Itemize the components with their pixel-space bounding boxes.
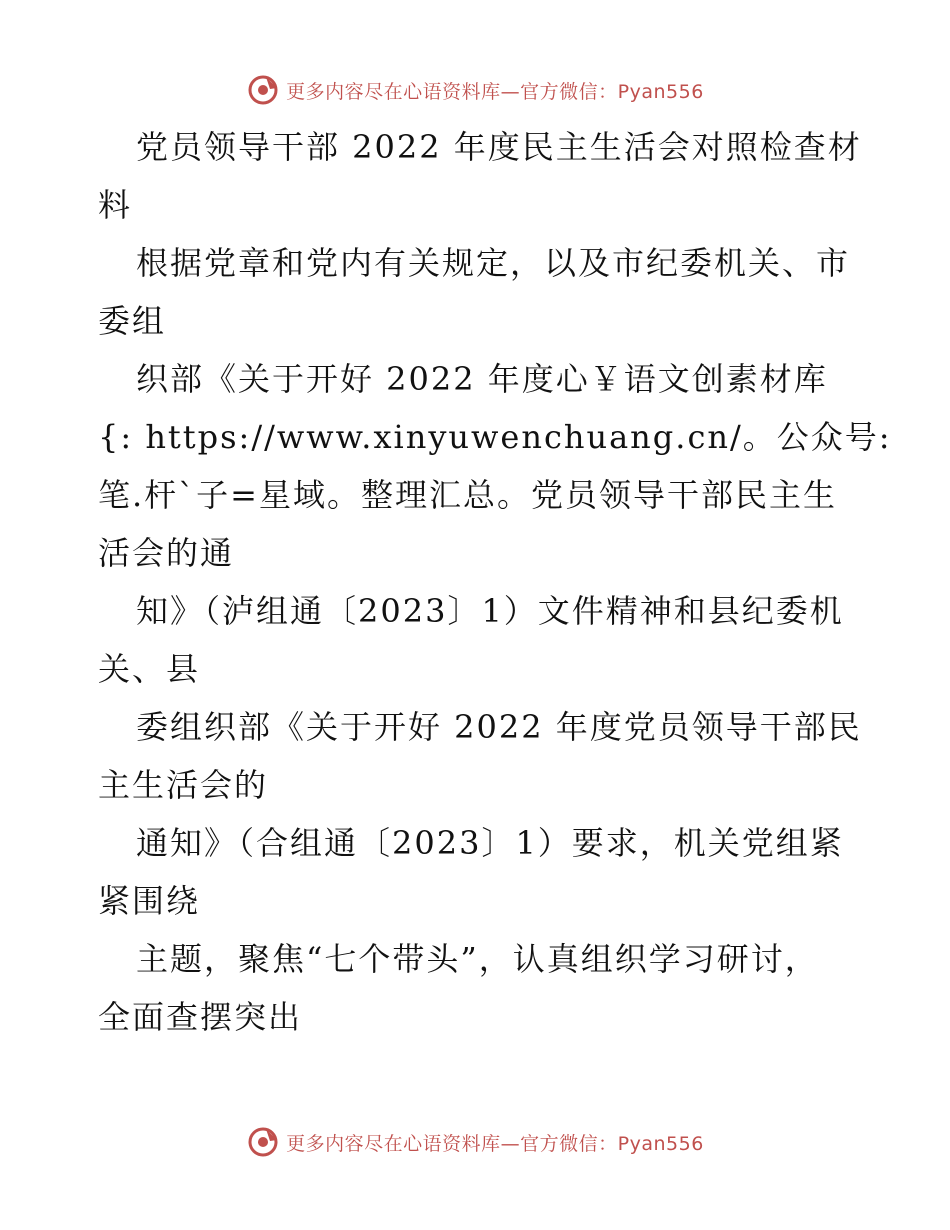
footer-watermark (0, 1122, 950, 1162)
watermark-text: 更多内容尽在心语资料库—官方微信：Pyan556 (286, 80, 704, 103)
text-line: 知》（泸组通〔2023〕1）文件精神和县纪委机 (136, 592, 844, 630)
text-line: 主生活会的 (98, 766, 269, 804)
text-line: {: https://www.xinyuwenchuang.cn/。公众号: (98, 418, 892, 456)
text-line: 紧围绕 (98, 882, 201, 920)
text-line: 笔.杆`子=星域。整理汇总。党员领导干部民主生 (98, 476, 837, 514)
header-watermark (0, 70, 950, 110)
text-line: 委组 (98, 302, 167, 340)
document-body (98, 118, 892, 1046)
text-line: 党员领导干部 2022 年度民主生活会对照检查材 (136, 128, 862, 166)
text-line: 关、县 (98, 650, 201, 688)
text-line: 根据党章和党内有关规定，以及市纪委机关、市 (136, 244, 851, 282)
text-line: 通知》（合组通〔2023〕1）要求，机关党组紧 (136, 824, 844, 862)
text-line: 活会的通 (98, 534, 235, 572)
brand-logo-icon (246, 73, 280, 107)
text-line: 主题，聚焦“七个带头”，认真组织学习研讨， (136, 940, 819, 978)
text-line: 委组织部《关于开好 2022 年度党员领导干部民 (136, 708, 862, 746)
text-line: 料 (98, 186, 133, 224)
watermark-text: 更多内容尽在心语资料库—官方微信：Pyan556 (286, 1132, 704, 1155)
text-line: 全面查摆突出 (98, 998, 303, 1036)
brand-logo-icon (246, 1125, 280, 1159)
text-line: 织部《关于开好 2022 年度心￥语文创素材库 (136, 360, 828, 398)
